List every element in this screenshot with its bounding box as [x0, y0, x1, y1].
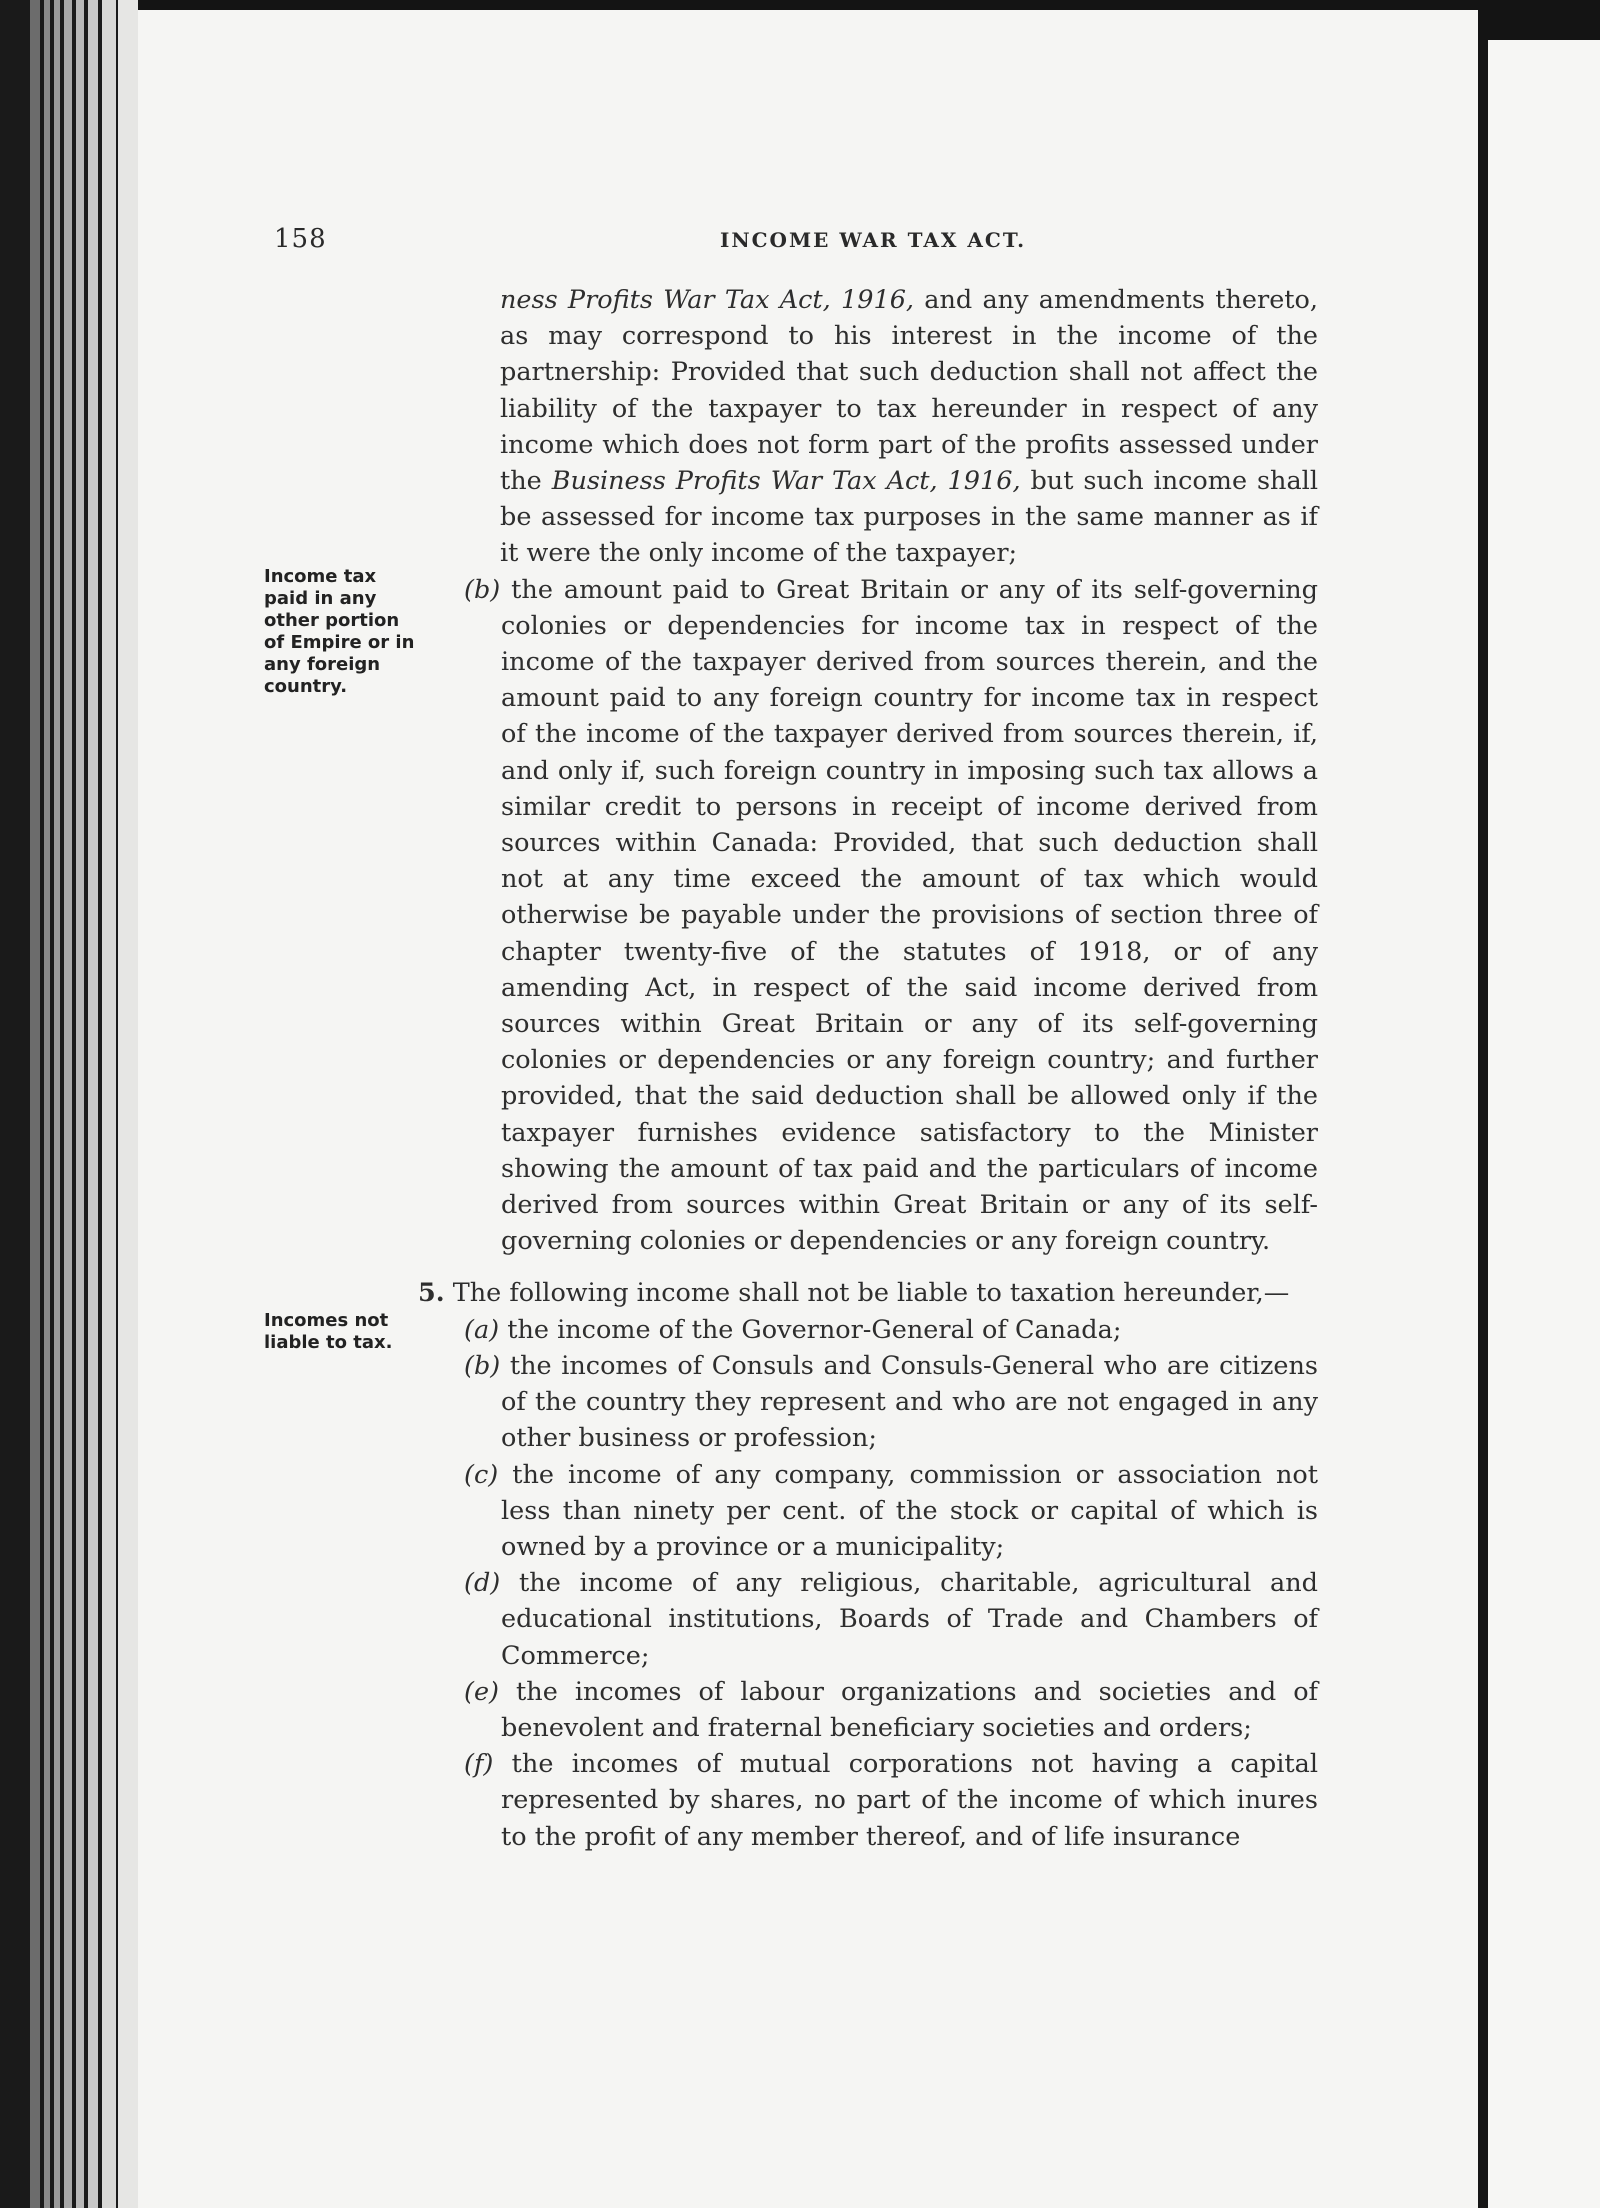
list-item [464, 1674, 1318, 1746]
list-item [464, 1312, 1318, 1348]
item-text: the incomes of Consuls and Consuls-General who are citizens of the country they represent and who are not engaged in any other business or profession; [500, 1350, 1318, 1454]
clause-b-foreign-tax [464, 572, 1318, 1260]
body-text [418, 282, 1319, 1855]
item-text: the income of any company, commission or association not less than ninety per cent. of the stock or capital of which is owned by a province or a municipality; [498, 1459, 1318, 1562]
act-name: Business Profits War Tax Act, 1916, [551, 466, 1021, 497]
item-label: (f) [464, 1749, 494, 1780]
item-label: (c) [464, 1459, 499, 1490]
list-item [464, 1457, 1318, 1566]
item-text: the income of the Governor-General of Canada; [499, 1314, 1122, 1345]
section-5 [418, 1275, 1318, 1311]
facing-page-edge [1478, 40, 1600, 2208]
clause-label: (b) [464, 574, 501, 605]
list-item [464, 1348, 1318, 1457]
section-number: 5. [418, 1278, 445, 1309]
running-head: INCOME WAR TAX ACT. [720, 228, 1027, 252]
paragraph-text: and any amendments thereto, as may correspond to his interest in the income of the partnership: Provided that such deduction shall not affect the liability of the taxpayer to tax hereunder in respect of any income which does not form part of the profits assessed under the [500, 285, 1319, 497]
item-label: (e) [464, 1676, 499, 1707]
item-label: (b) [464, 1350, 501, 1381]
item-label: (a) [464, 1314, 500, 1345]
list-item [464, 1565, 1318, 1674]
paragraph-text: but such income shall be assessed for income tax purposes in the same manner as if it were the only income of the taxpayer; [500, 466, 1318, 569]
continuation-paragraph [500, 282, 1318, 572]
item-text: the incomes of mutual corporations not having a capital represented by shares, no part of the income of which inures to the profit of any member thereof, and of life insurance [493, 1749, 1318, 1852]
page-number: 158 [274, 224, 327, 254]
item-text: the incomes of labour organizations and societies and of benevolent and fraternal beneficiary societies and orders; [499, 1676, 1318, 1743]
margin-note-not-liable: Incomes not liable to tax. [264, 1310, 393, 1353]
book-gutter-edges [0, 0, 138, 2208]
item-label: (d) [464, 1568, 501, 1599]
clause-text: the amount paid to Great Britain or any of its self-governing colonies or dependencies for income tax in respect of the income of the taxpayer derived from sources therein, and the amount paid to any foreign country for income tax in respect of the income of the taxpayer derived from sources therein, if, and only if, such foreign country in imposing such tax allows a similar credit to persons in receipt of income derived from sources within Canada: Provided, that such deduction shall not at any time exceed the amount of tax which would otherwise be payable under the provisions of section three of chapter twenty-five of the statutes of 1918, or of any amending Act, in respect of the said income derived from sources within Great Britain or any of its self-governing colonies or dependencies or any foreign country; and further provided, that the said deduction shall be allowed only if the taxpayer furnishes evidence satisfactory to the Minister showing the amount of tax paid and the particulars of income derived from sources within Great Britain or any of its self-governing colonies or dependencies or any foreign country. [500, 574, 1318, 1257]
list-item [464, 1746, 1318, 1855]
margin-note-foreign-tax: Income tax paid in any other portion of Empire or in any foreign country. [264, 566, 415, 697]
act-name: ness Profits War Tax Act, 1916, [500, 285, 915, 315]
item-text: the income of any religious, charitable, agricultural and educational institutions, Boards of Trade and Chambers of Commerce; [500, 1568, 1318, 1671]
section-text: The following income shall not be liable to taxation hereunder,— [444, 1278, 1290, 1309]
